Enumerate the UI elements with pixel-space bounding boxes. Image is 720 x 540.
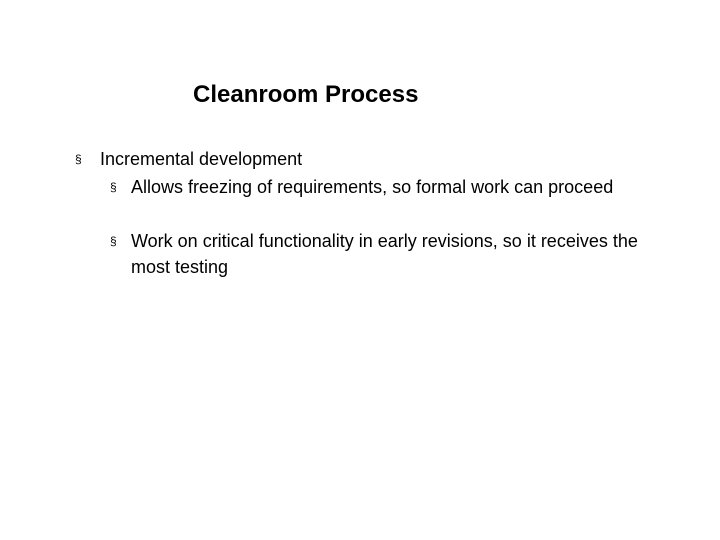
bullet-text: Incremental development bbox=[100, 149, 303, 169]
sub-bullet-item bbox=[110, 174, 670, 200]
bullet-marker: § bbox=[110, 180, 117, 194]
bullet-marker: § bbox=[110, 234, 117, 248]
sub-bullet-text: Allows freezing of requirements, so formal work can proceed bbox=[131, 177, 614, 197]
sub-bullet-item bbox=[110, 228, 670, 280]
sub-bullet-text: Work on critical functionality in early revisions, so it receives the most testing bbox=[131, 231, 638, 277]
slide-title: Cleanroom Process bbox=[193, 81, 419, 108]
bullet-marker: § bbox=[75, 152, 82, 166]
